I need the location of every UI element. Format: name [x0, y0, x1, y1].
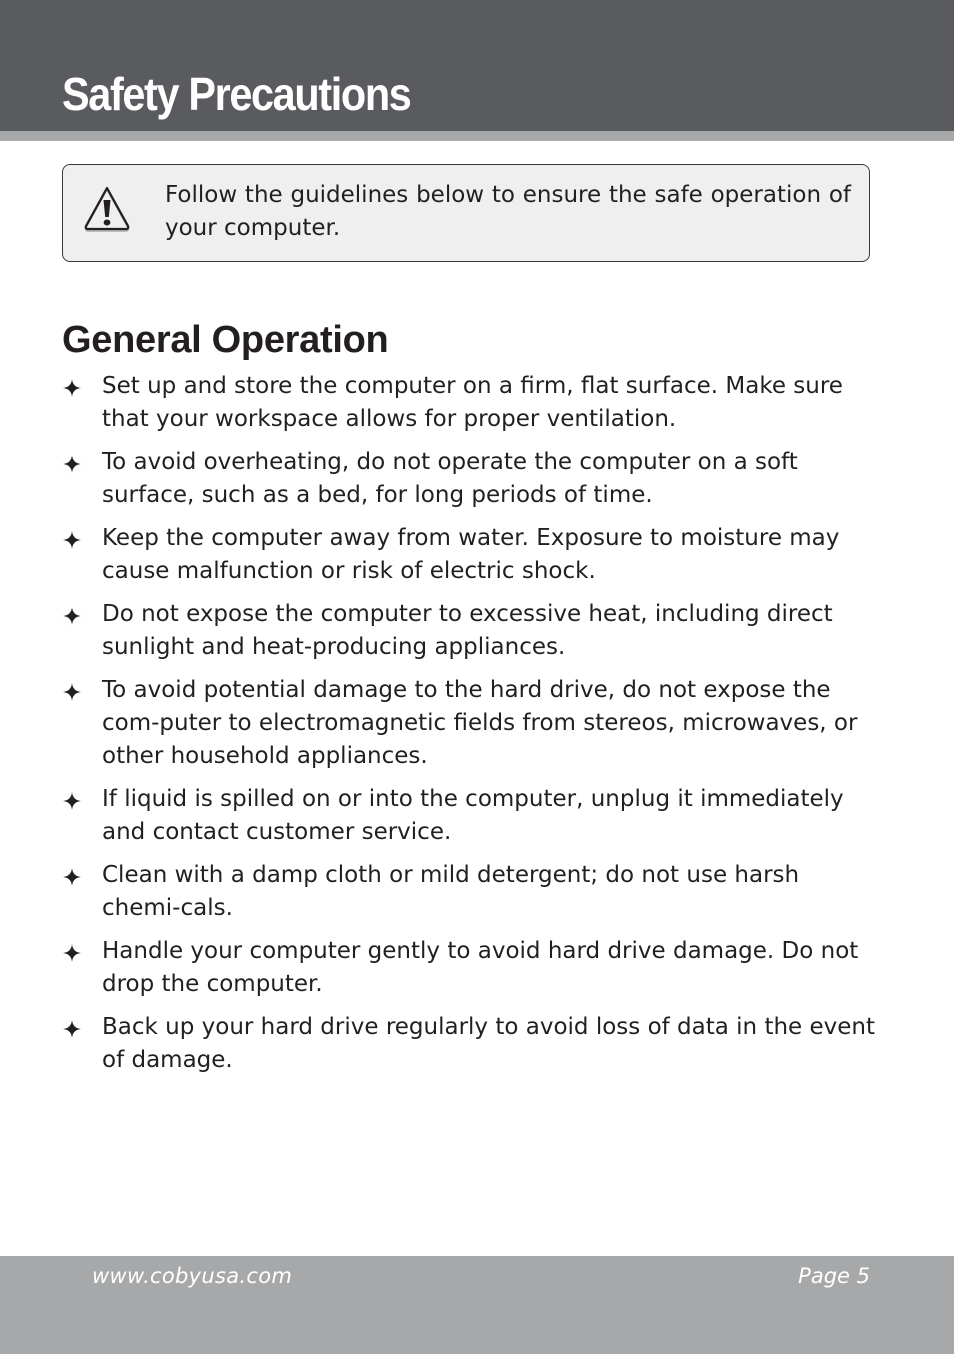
page-title: Safety Precautions	[62, 68, 411, 120]
list-item	[62, 522, 882, 588]
page-footer	[0, 1256, 954, 1354]
list-item-text: Set up and store the computer on a firm, flat surface. Make sure that your workspace allows for proper ventilation.	[102, 373, 843, 432]
four-point-star-icon	[62, 682, 82, 702]
list-item	[62, 783, 882, 849]
four-point-star-icon	[62, 867, 82, 887]
four-point-star-icon	[62, 606, 82, 626]
four-point-star-icon	[62, 1019, 82, 1039]
list-item-text: If liquid is spilled on or into the computer, unplug it immediately and contact customer service.	[102, 786, 844, 845]
four-point-star-icon	[62, 378, 82, 398]
four-point-star-icon	[62, 943, 82, 963]
safety-bullet-list	[62, 370, 882, 1087]
list-item	[62, 1011, 882, 1077]
notice-text: Follow the guidelines below to ensure the safe operation of your computer.	[165, 182, 851, 241]
list-item-text: Back up your hard drive regularly to avoid loss of data in the event of damage.	[102, 1014, 876, 1073]
list-item-text: Keep the computer away from water. Exposure to moisture may cause malfunction or risk of electric shock.	[102, 525, 840, 584]
list-item	[62, 935, 882, 1001]
list-item-text: To avoid potential damage to the hard drive, do not expose the com-puter to electromagnetic fields from stereos, microwaves, or other household appliances.	[102, 677, 858, 769]
section-heading: General Operation	[62, 319, 389, 361]
list-item	[62, 446, 882, 512]
list-item-text: Clean with a damp cloth or mild detergent; do not use harsh chemi-cals.	[102, 862, 800, 921]
four-point-star-icon	[62, 530, 82, 550]
list-item	[62, 859, 882, 925]
header-stripe	[0, 131, 954, 141]
list-item-text: To avoid overheating, do not operate the computer on a soft surface, such as a bed, for long periods of time.	[102, 449, 798, 508]
footer-url-link[interactable]: www.cobyusa.com	[92, 1264, 293, 1288]
four-point-star-icon	[62, 791, 82, 811]
list-item	[62, 370, 882, 436]
list-item-text: Handle your computer gently to avoid hard drive damage. Do not drop the computer.	[102, 938, 859, 997]
page-header	[0, 0, 954, 131]
page-number: Page 5	[798, 1264, 870, 1288]
warning-triangle-icon	[83, 184, 131, 234]
list-item	[62, 674, 882, 773]
four-point-star-icon	[62, 454, 82, 474]
list-item	[62, 598, 882, 664]
notice-box	[62, 164, 870, 262]
list-item-text: Do not expose the computer to excessive heat, including direct sunlight and heat-producing appliances.	[102, 601, 833, 660]
